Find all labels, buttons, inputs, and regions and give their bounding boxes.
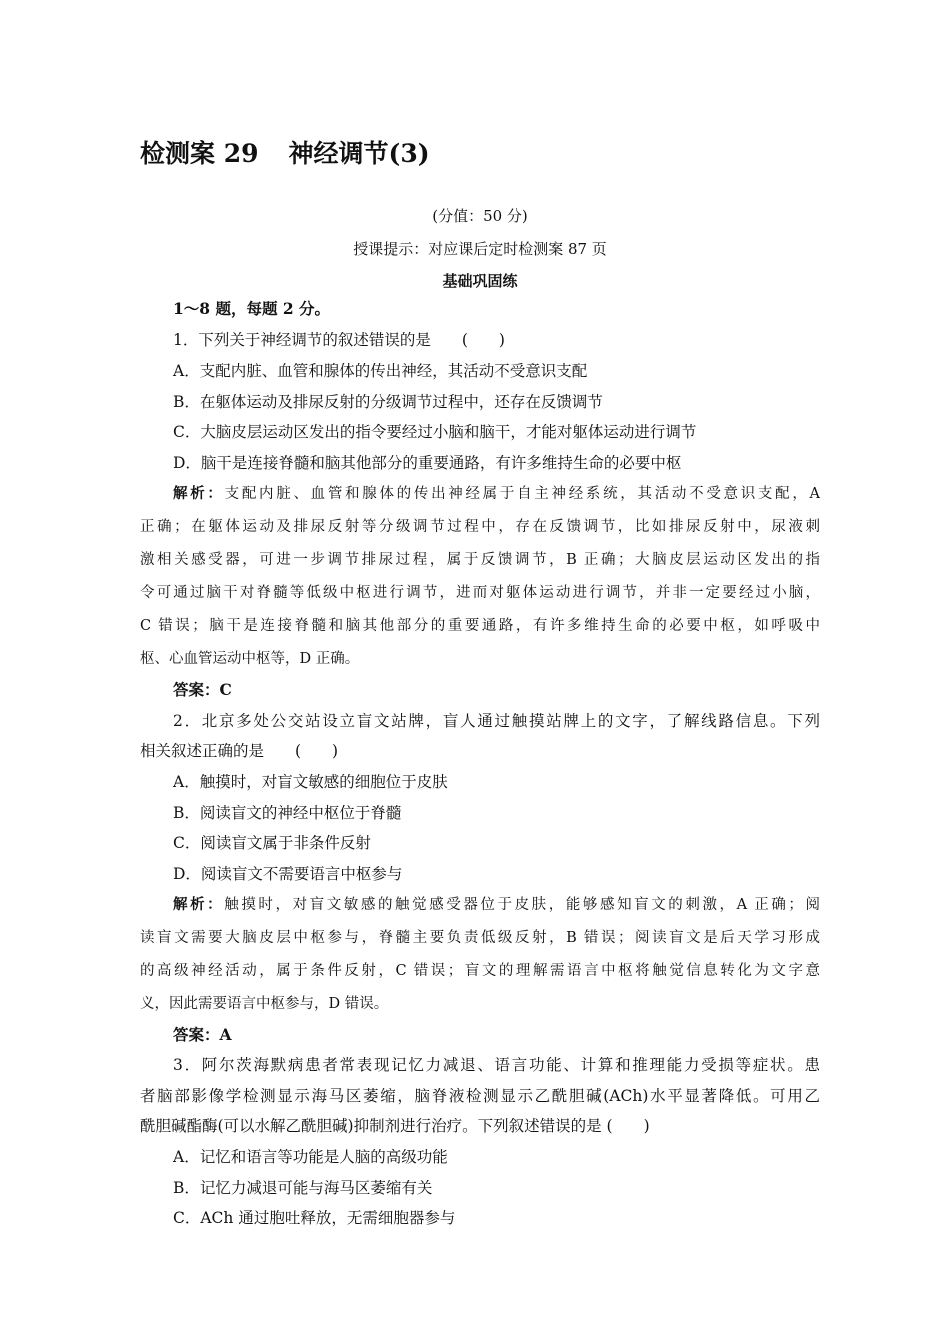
q1-explanation-line-4: 令可通过脑干对脊髓等低级中枢进行调节，进而对躯体运动进行调节，并非一定要经过小脑， bbox=[140, 585, 820, 601]
q3-option-c: C．ACh 通过胞吐释放，无需细胞器参与 bbox=[173, 1209, 456, 1227]
q1-explanation-label: 解析： bbox=[173, 485, 225, 502]
q3-stem-line-2: 者脑部影像学检测显示海马区萎缩，脑脊液检测显示乙酰胆碱(ACh)水平显著降低。可用乙 bbox=[140, 1087, 820, 1105]
q2-option-d: D．阅读盲文不需要语言中枢参与 bbox=[173, 865, 403, 883]
q1-answer: 答案：C bbox=[173, 680, 232, 699]
q1-explanation-line-3: 激相关感受器，可进一步调节排尿过程，属于反馈调节，B 正确；大脑皮层运动区发出的指 bbox=[140, 552, 820, 568]
q2-option-c: C．阅读盲文属于非条件反射 bbox=[173, 834, 371, 852]
q2-option-b: B．阅读盲文的神经中枢位于脊髓 bbox=[173, 804, 402, 822]
q2-explanation-line-2: 读盲文需要大脑皮层中枢参与，脊髓主要负责低级反射，B 错误；阅读盲文是后天学习形成 bbox=[140, 930, 820, 946]
q1-explanation-line-1: 解析：支配内脏、血管和腺体的传出神经属于自主神经系统，其活动不受意识支配，A bbox=[173, 485, 821, 502]
q2-explanation-line-3: 的高级神经活动，属于条件反射，C 错误；盲文的理解需语言中枢将触觉信息转化为文字意 bbox=[140, 963, 820, 979]
q1-stem: 1．下列关于神经调节的叙述错误的是 ( ) bbox=[173, 331, 505, 349]
instruction: 1～8 题，每题 2 分。 bbox=[173, 299, 331, 318]
q2-option-a: A．触摸时，对盲文敏感的细胞位于皮肤 bbox=[173, 773, 448, 791]
q1-option-a: A．支配内脏、血管和腺体的传出神经，其活动不受意识支配 bbox=[173, 362, 588, 380]
page-title bbox=[140, 134, 430, 170]
q1-option-b: B．在躯体运动及排尿反射的分级调节过程中，还存在反馈调节 bbox=[173, 393, 603, 411]
q3-option-a: A．记忆和语言等功能是人脑的高级功能 bbox=[173, 1148, 448, 1166]
section-heading: 基础巩固练 bbox=[442, 272, 518, 290]
q1-explanation-line-6: 枢、心血管运动中枢等，D 正确。 bbox=[140, 651, 360, 667]
q2-stem-line-2: 相关叙述正确的是 ( ) bbox=[140, 742, 339, 760]
q3-option-b: B．记忆力减退可能与海马区萎缩有关 bbox=[173, 1179, 433, 1197]
q2-stem-line-1: 2．北京多处公交站设立盲文站牌，盲人通过触摸站牌上的文字，了解线路信息。下列 bbox=[173, 712, 820, 730]
q2-explanation-line-4: 义，因此需要语言中枢参与，D 错误。 bbox=[140, 996, 389, 1012]
title-part-2: 神经调节(3) bbox=[288, 139, 430, 168]
q1-option-c: C．大脑皮层运动区发出的指令要经过小脑和脑干，才能对躯体运动进行调节 bbox=[173, 423, 697, 441]
q2-answer: 答案：A bbox=[173, 1025, 232, 1044]
q1-option-d: D．脑干是连接脊髓和脑其他部分的重要通路，有许多维持生命的必要中枢 bbox=[173, 454, 682, 472]
q3-stem-line-1: 3．阿尔茨海默病患者常表现记忆力减退、语言功能、计算和推理能力受损等症状。患 bbox=[173, 1056, 820, 1074]
q1-explanation-line-5: C 错误；脑干是连接脊髓和脑其他部分的重要通路，有许多维持生命的必要中枢，如呼吸中 bbox=[140, 618, 820, 634]
title-part-1: 检测案 29 bbox=[140, 139, 259, 168]
q2-explanation-label: 解析： bbox=[173, 896, 225, 913]
q1-explanation-line-2: 正确；在躯体运动及排尿反射等分级调节过程中，存在反馈调节，比如排尿反射中，尿液刺 bbox=[140, 519, 820, 535]
q3-stem-line-3: 酰胆碱酯酶(可以水解乙酰胆碱)抑制剂进行治疗。下列叙述错误的是 ( ) bbox=[140, 1117, 650, 1135]
q2-explanation-line-1: 解析：触摸时，对盲文敏感的触觉感受器位于皮肤，能够感知盲文的刺激，A 正确；阅 bbox=[173, 896, 821, 913]
score-note: (分值：50 分) bbox=[432, 207, 528, 225]
hint-line: 授课提示：对应课后定时检测案 87 页 bbox=[353, 240, 607, 258]
